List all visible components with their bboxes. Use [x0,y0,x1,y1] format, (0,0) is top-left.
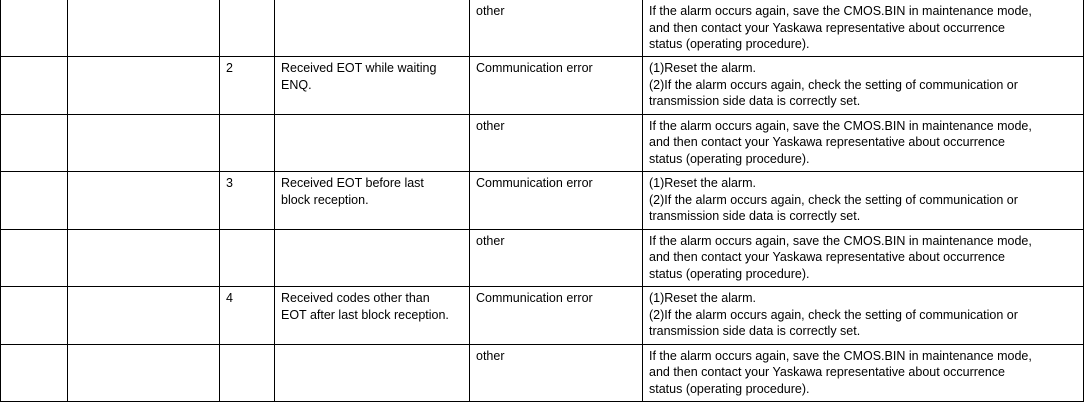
alarm-number-cell [1,287,68,345]
remedy-line: (2)If the alarm occurs again, check the setting of communication or [649,77,1018,92]
alarm-name-cell [68,229,220,287]
table-row [1,0,1084,57]
cause-cell: other [470,229,643,287]
meaning-cell [275,114,470,172]
meaning-cell [275,344,470,402]
cause-cell: Communication error [470,172,643,230]
remedy-line: transmission side data is correctly set. [649,324,861,338]
remedy-line: and then contact your Yaskawa representative about occurrence [649,365,1006,379]
table-row [1,114,1084,172]
remedy-line: (1)Reset the alarm. [649,291,756,305]
cause-cell: Communication error [470,57,643,115]
alarm-name-cell [68,344,220,402]
remedy-line: and then contact your Yaskawa representative about occurrence [649,135,1006,149]
meaning-line: Received EOT while waiting [281,61,437,75]
meaning-cell [275,229,470,287]
meaning-cell [275,57,470,115]
sub-code-cell: 3 [220,172,275,230]
table-row [1,57,1084,115]
alarm-name-cell [68,172,220,230]
remedy-line: status (operating procedure). [649,151,810,166]
meaning-line: EOT after last block reception. [281,307,449,322]
remedy-line: If the alarm occurs again, save the CMOS.BIN in maintenance mode, [649,348,1032,363]
table-row [1,344,1084,402]
cause-cell: other [470,0,643,57]
alarm-name-cell [68,0,220,57]
alarm-number-cell [1,57,68,115]
meaning-line: Received codes other than [281,291,430,305]
alarm-name-cell [68,114,220,172]
table-row [1,229,1084,287]
remedy-cell [643,0,1084,57]
remedy-line: If the alarm occurs again, save the CMOS.BIN in maintenance mode, [649,118,1032,133]
cause-cell: Communication error [470,287,643,345]
meaning-line: block reception. [281,192,369,207]
remedy-cell [643,344,1084,402]
remedy-cell [643,287,1084,345]
remedy-line: (2)If the alarm occurs again, check the setting of communication or [649,192,1018,207]
table-row [1,287,1084,345]
meaning-line: Received EOT before last [281,176,424,190]
remedy-line: status (operating procedure). [649,266,810,281]
remedy-cell [643,172,1084,230]
remedy-cell [643,114,1084,172]
remedy-line: and then contact your Yaskawa representative about occurrence [649,20,1006,35]
alarm-number-cell [1,0,68,57]
alarm-name-cell [68,57,220,115]
sub-code-cell [220,344,275,402]
remedy-line: transmission side data is correctly set. [649,209,861,223]
remedy-line: (1)Reset the alarm. [649,176,756,190]
cause-cell: other [470,344,643,402]
alarm-name-cell [68,287,220,345]
sub-code-cell [220,114,275,172]
meaning-cell [275,287,470,345]
remedy-line: and then contact your Yaskawa representative about occurrence [649,250,1006,264]
remedy-line: If the alarm occurs again, save the CMOS.BIN in maintenance mode, [649,233,1032,248]
meaning-cell [275,172,470,230]
alarm-number-cell [1,229,68,287]
cause-cell: other [470,114,643,172]
remedy-line: (2)If the alarm occurs again, check the setting of communication or [649,307,1018,322]
meaning-line: ENQ. [281,77,312,92]
meaning-cell [275,0,470,57]
table-row [1,172,1084,230]
sub-code-cell: 4 [220,287,275,345]
remedy-line: status (operating procedure). [649,381,810,396]
remedy-line: transmission side data is correctly set. [649,94,861,108]
sub-code-cell [220,0,275,57]
alarm-number-cell [1,344,68,402]
remedy-line: status (operating procedure). [649,37,810,51]
alarm-number-cell [1,172,68,230]
alarm-number-cell [1,114,68,172]
remedy-cell [643,229,1084,287]
remedy-cell [643,57,1084,115]
remedy-line: If the alarm occurs again, save the CMOS.BIN in maintenance mode, [649,4,1032,18]
remedy-line: (1)Reset the alarm. [649,61,756,75]
sub-code-cell [220,229,275,287]
sub-code-cell: 2 [220,57,275,115]
